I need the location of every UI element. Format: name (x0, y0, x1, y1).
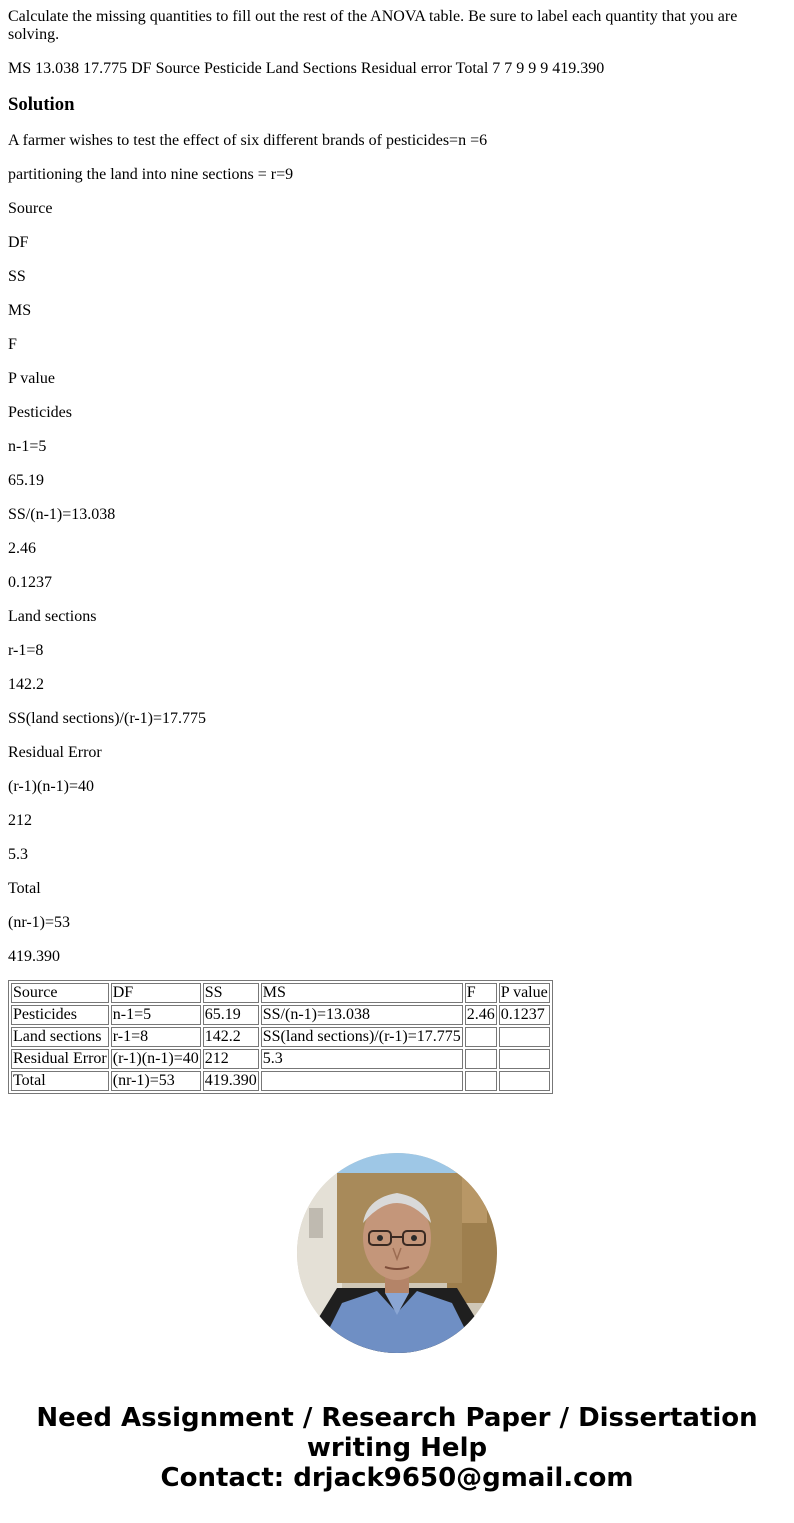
solution-line: 0.1237 (8, 574, 52, 591)
anova-table (8, 980, 553, 1094)
table-cell: n-1=5 (111, 1005, 201, 1025)
table-cell: 419.390 (204, 1072, 257, 1089)
table-cell (465, 1027, 497, 1047)
solution-line: Source (8, 200, 53, 217)
solution-line: SS (8, 268, 26, 285)
table-header-cell: DF (111, 983, 201, 1003)
question-table-line: MS 13.038 17.775 DF Source Pesticide Land Sections Residual error Total 7 7 9 9 9 419.390 (8, 60, 605, 77)
solution-line: Land sections (8, 608, 97, 625)
table-row (11, 1049, 550, 1069)
table-cell: 142.2 (203, 1027, 259, 1047)
promo-line-2: writing Help (306, 1433, 488, 1463)
solution-heading: Solution (8, 94, 75, 115)
table-header-cell: SS (203, 983, 259, 1003)
solution-intro-1: A farmer wishes to test the effect of six different brands of pesticides=n =6 (8, 132, 488, 149)
table-cell: Residual Error (13, 1050, 107, 1067)
table-cell: SS/(n-1)=13.038 (261, 1005, 463, 1025)
table-cell (465, 1071, 497, 1091)
solution-line: 142.2 (8, 676, 44, 693)
author-photo (297, 1153, 497, 1353)
table-cell (465, 1049, 497, 1069)
table-cell: (r-1)(n-1)=40 (112, 1050, 199, 1067)
table-cell: 5.3 (261, 1049, 463, 1069)
table-cell: Total (11, 1071, 109, 1091)
solution-line: 419.390 (8, 948, 60, 965)
table-cell: Land sections (11, 1027, 109, 1047)
portrait-image (297, 1153, 497, 1353)
table-cell: 212 (203, 1049, 259, 1069)
table-header-cell: MS (261, 983, 463, 1003)
promo-banner (0, 1403, 794, 1493)
table-header-cell: Source (11, 983, 109, 1003)
promo-line-1: Need Assignment / Research Paper / Dissertation (36, 1403, 758, 1433)
promo-contact: Contact: drjack9650@gmail.com (160, 1463, 634, 1493)
solution-lines (8, 200, 786, 966)
solution-line: MS (8, 302, 32, 319)
solution-line: P value (8, 370, 55, 387)
solution-line: n-1=5 (8, 438, 47, 455)
table-header-cell: P value (500, 984, 548, 1001)
table-cell: Pesticides (11, 1005, 109, 1025)
table-cell (499, 1049, 550, 1069)
solution-line: SS(land sections)/(r-1)=17.775 (8, 710, 207, 727)
table-header-row (11, 983, 550, 1003)
solution-line: (r-1)(n-1)=40 (8, 778, 94, 795)
table-header-cell: F (465, 983, 497, 1003)
table-row (11, 1005, 550, 1025)
solution-line: 212 (8, 812, 32, 829)
table-cell: 65.19 (203, 1005, 259, 1025)
table-cell: SS(land sections)/(r-1)=17.775 (262, 1028, 461, 1045)
table-row (11, 1071, 550, 1091)
table-cell: (nr-1)=53 (111, 1071, 201, 1091)
solution-line: (nr-1)=53 (8, 914, 71, 931)
solution-line: Residual Error (8, 744, 102, 761)
solution-line: Total (8, 880, 41, 897)
table-cell (261, 1071, 463, 1091)
solution-line: Pesticides (8, 404, 72, 421)
table-cell (499, 1071, 550, 1091)
solution-line: F (8, 336, 17, 353)
table-cell: 2.46 (466, 1006, 495, 1023)
solution-line: 5.3 (8, 846, 28, 863)
solution-intro-2: partitioning the land into nine sections = r=9 (8, 166, 294, 183)
solution-line: 65.19 (8, 472, 44, 489)
solution-line: r-1=8 (8, 642, 44, 659)
solution-line: SS/(n-1)=13.038 (8, 506, 116, 523)
table-cell: 0.1237 (499, 1005, 550, 1025)
question-prompt: Calculate the missing quantities to fill out the rest of the ANOVA table. Be sure to label each quantity that you are solving. (8, 8, 738, 43)
table-cell (499, 1027, 550, 1047)
solution-line: DF (8, 234, 29, 251)
solution-line: 2.46 (8, 540, 36, 557)
table-cell: r-1=8 (111, 1027, 201, 1047)
table-row (11, 1027, 550, 1047)
